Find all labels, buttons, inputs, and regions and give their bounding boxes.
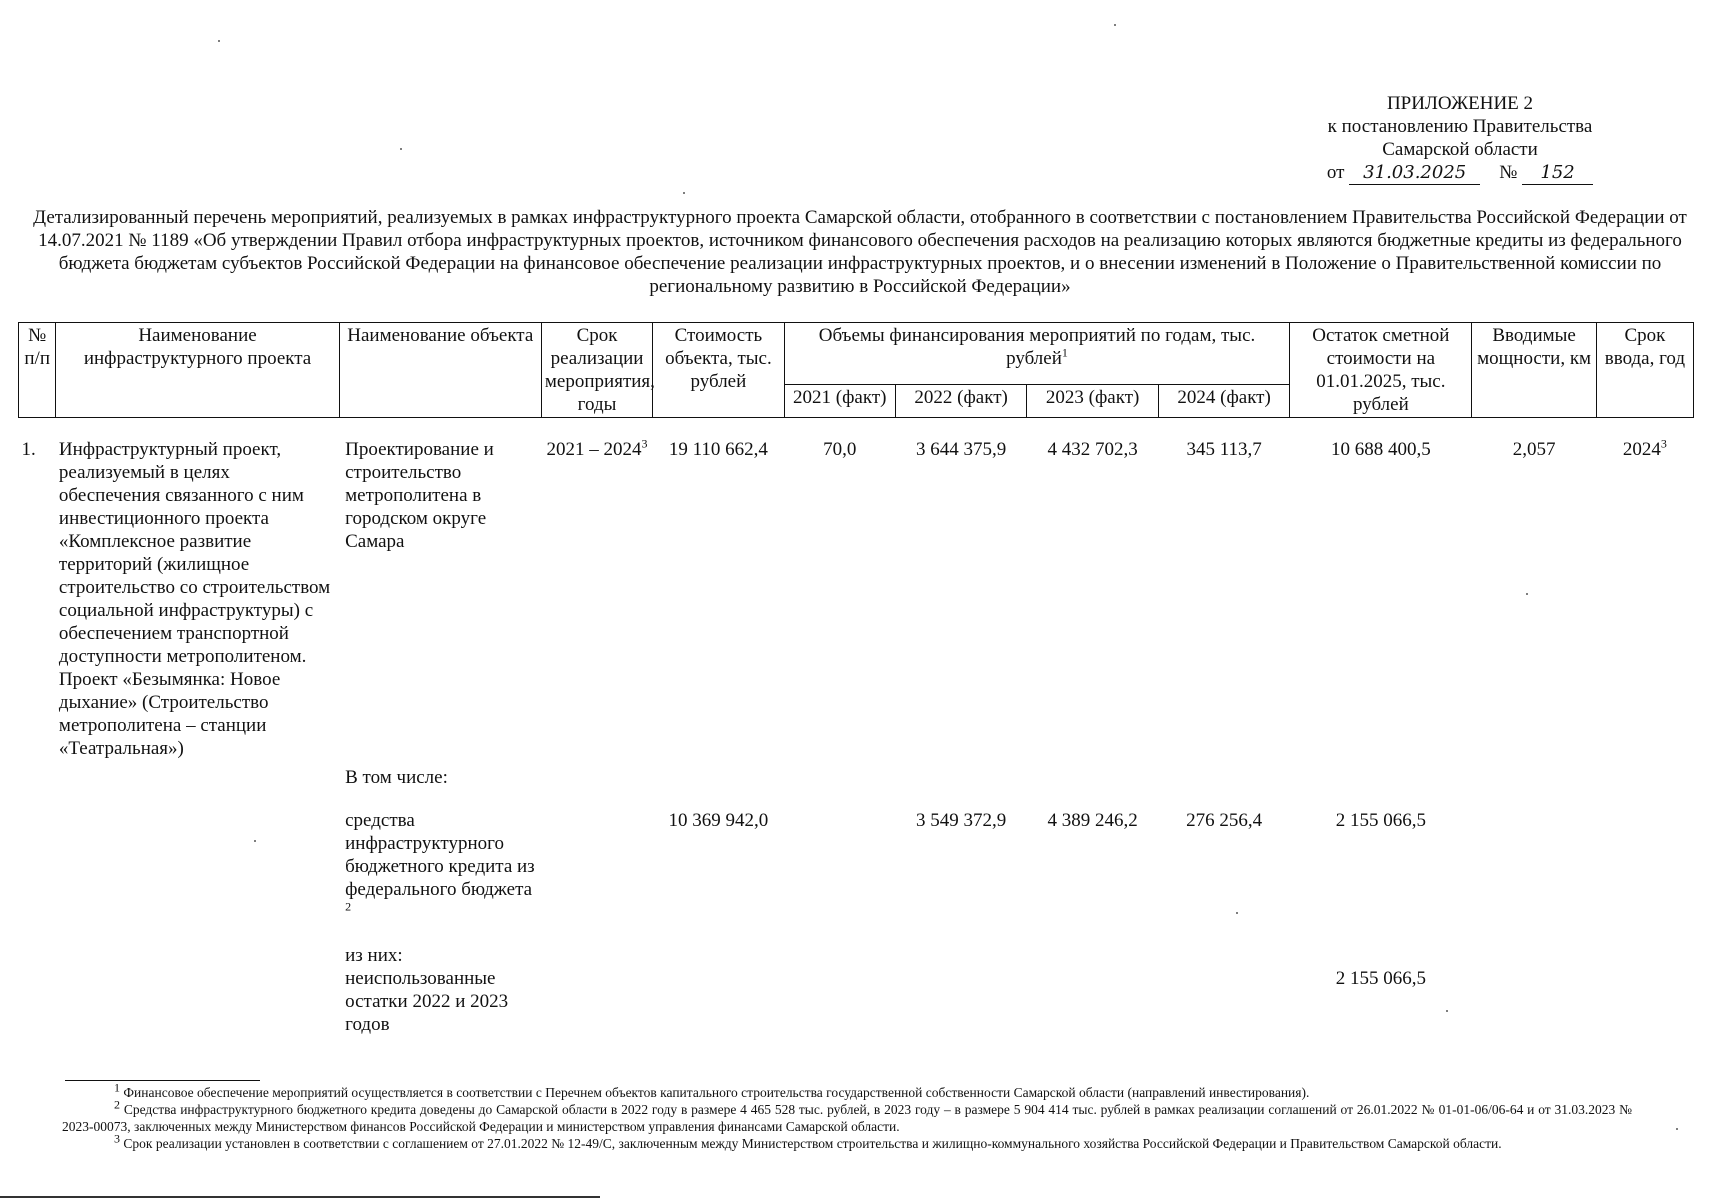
from-label: от (1326, 162, 1345, 183)
footnote-3-text: Срок реализации установлен в соответствии с соглашением от 27.01.2022 № 12-49/С, заключенным между Министерством строительства и жилищно-коммунального хозяйства Российской Федерации и Правительством Самарской области. (123, 1136, 1502, 1151)
bottom-edge-line (0, 1196, 600, 1198)
table-row (19, 438, 1694, 760)
scan-speck (254, 840, 256, 842)
header-object-name: Наименование объекта (339, 323, 541, 418)
row2-remainder: 2 155 066,5 (1335, 810, 1426, 831)
appendix-line-3: Самарской области (1382, 139, 1538, 160)
scan-speck (218, 40, 220, 42)
footnote-3 (62, 1131, 1632, 1152)
appendix-date-line (1240, 161, 1680, 185)
footnote-2 (62, 1097, 1633, 1135)
footnote-1-mark: 1 (114, 1080, 120, 1095)
row1-term (541, 438, 652, 760)
footnote-2-text: Средства инфраструктурного бюджетного кредита доведены до Самарской области в 2022 году в размере 4 465 528 тыс. рублей, в 2023 году – в размере 5 904 414 тыс. рублей в рамках реализации соглашений от 26.01.2022 № 01-01-06/06-64 и от 31.03.2023 № 2023-00073, заключенных между Министерством финансов Российской Федерации и министерством управления финансами Самарской области. (62, 1102, 1633, 1134)
scan-speck (1526, 593, 1528, 595)
header-2021: 2021 (факт) (784, 385, 895, 418)
table-row (19, 809, 1694, 924)
row2-2022: 3 549 372,9 (916, 810, 1007, 831)
appendix-header (1240, 92, 1680, 185)
row1-2024: 345 113,7 (1186, 439, 1262, 460)
row3-object-name: из них: неиспользованные остатки 2022 и 2023 годов (345, 945, 509, 1035)
row1-2022: 3 644 375,9 (916, 439, 1007, 460)
row1-capacity: 2,057 (1512, 439, 1556, 460)
appendix-line-2: к постановлению Правительства (1327, 116, 1593, 137)
footnote-1 (62, 1080, 1632, 1101)
header-capacity: Вводимые мощности, км (1472, 323, 1596, 418)
row1-commission (1596, 438, 1693, 760)
row2-2023: 4 389 246,2 (1047, 810, 1138, 831)
decree-date: 31.03.2025 (1349, 161, 1480, 185)
row1-project-name: Инфраструктурный проект, реализуемый в целях обеспечения связанного с ним инвестиционного проекта «Комплексное развитие территорий (жилищное строительство со строительством социальной инфраструктуры) с обеспечением транспортной доступности метрополитеном. Проект «Безымянка: Новое дыхание» (Строительство метрополитена – станции «Театральная») (58, 439, 331, 759)
row1-term-sup: 3 (641, 436, 648, 451)
row1-num: 1. (21, 439, 36, 460)
header-financing (784, 323, 1290, 385)
footnote-3-mark: 3 (114, 1131, 120, 1146)
row1-remainder: 10 688 400,5 (1331, 439, 1431, 460)
footnote-2-mark: 2 (114, 1097, 120, 1112)
including-label: В том числе: (345, 767, 448, 788)
appendix-title: ПРИЛОЖЕНИЕ 2 (1386, 93, 1534, 114)
scan-speck (1236, 912, 1238, 914)
scan-speck (400, 148, 402, 150)
number-label: № (1499, 162, 1518, 183)
header-2024: 2024 (факт) (1158, 385, 1289, 418)
row1-commission-text: 2024 (1622, 439, 1661, 460)
row1-term-text: 2021 – 2024 (546, 439, 642, 460)
scan-speck (683, 192, 685, 194)
row1-cost: 19 110 662,4 (668, 439, 768, 460)
projects-table (18, 322, 1694, 1036)
header-project-name: Наименование инфраструктурного проекта (56, 323, 339, 418)
row3-remainder: 2 155 066,5 (1335, 968, 1426, 989)
header-cost: Стоимость объекта, тыс. рублей (653, 323, 784, 418)
row1-object-name: Проектирование и строительство метрополитена в городском округе Самара (345, 439, 494, 552)
row2-object-text: средства инфраструктурного бюджетного кредита из федерального бюджета (345, 810, 535, 900)
document-title: Детализированный перечень мероприятий, реализуемых в рамках инфраструктурного проекта Самарской области, отобранного в соответствии с постановлением Правительства Российской Федерации от 14.07.2021 № 1189 «Об утверждении Правил отбора инфраструктурных проектов, источником финансового обеспечения расходов на реализацию которых являются бюджетные кредиты из федерального бюджета бюджетам субъектов Российской Федерации на финансовое обеспечение реализации инфраструктурных проектов, и о внесении изменений в Положение о Правительственной комиссии по региональному развитию в Российской Федерации» (33, 207, 1687, 297)
scan-speck (1676, 1128, 1678, 1130)
header-2023: 2023 (факт) (1027, 385, 1158, 418)
scan-speck (1446, 1010, 1448, 1012)
row1-2021: 70,0 (823, 439, 857, 460)
header-num: № п/п (19, 323, 56, 418)
decree-number: 152 (1522, 161, 1593, 185)
table-row (19, 760, 1694, 789)
table-row (19, 944, 1694, 1036)
row1-2023: 4 432 702,3 (1047, 439, 1138, 460)
header-financing-sup: 1 (1061, 345, 1068, 360)
footnote-divider (65, 1080, 260, 1081)
header-2022: 2022 (факт) (895, 385, 1026, 418)
footnotes (62, 1080, 1633, 1152)
header-term: Срок реализации мероприятия, годы (541, 323, 652, 418)
scan-speck (1114, 24, 1116, 26)
row2-object-sup: 2 (345, 899, 352, 914)
footnote-1-text: Финансовое обеспечение мероприятий осуществляется в соответствии с Перечнем объектов капитального строительства государственной собственности Самарской области (направлений инвестирования). (123, 1085, 1310, 1100)
row2-cost: 10 369 942,0 (668, 810, 769, 831)
header-financing-text: Объемы финансирования мероприятий по годам, тыс. рублей (818, 325, 1256, 369)
row1-commission-sup: 3 (1660, 436, 1667, 451)
row2-object-name (339, 809, 541, 924)
row2-2024: 276 256,4 (1186, 810, 1263, 831)
header-commission: Срок ввода, год (1596, 323, 1693, 418)
header-remainder: Остаток сметной стоимости на 01.01.2025, тыс. рублей (1290, 323, 1472, 418)
